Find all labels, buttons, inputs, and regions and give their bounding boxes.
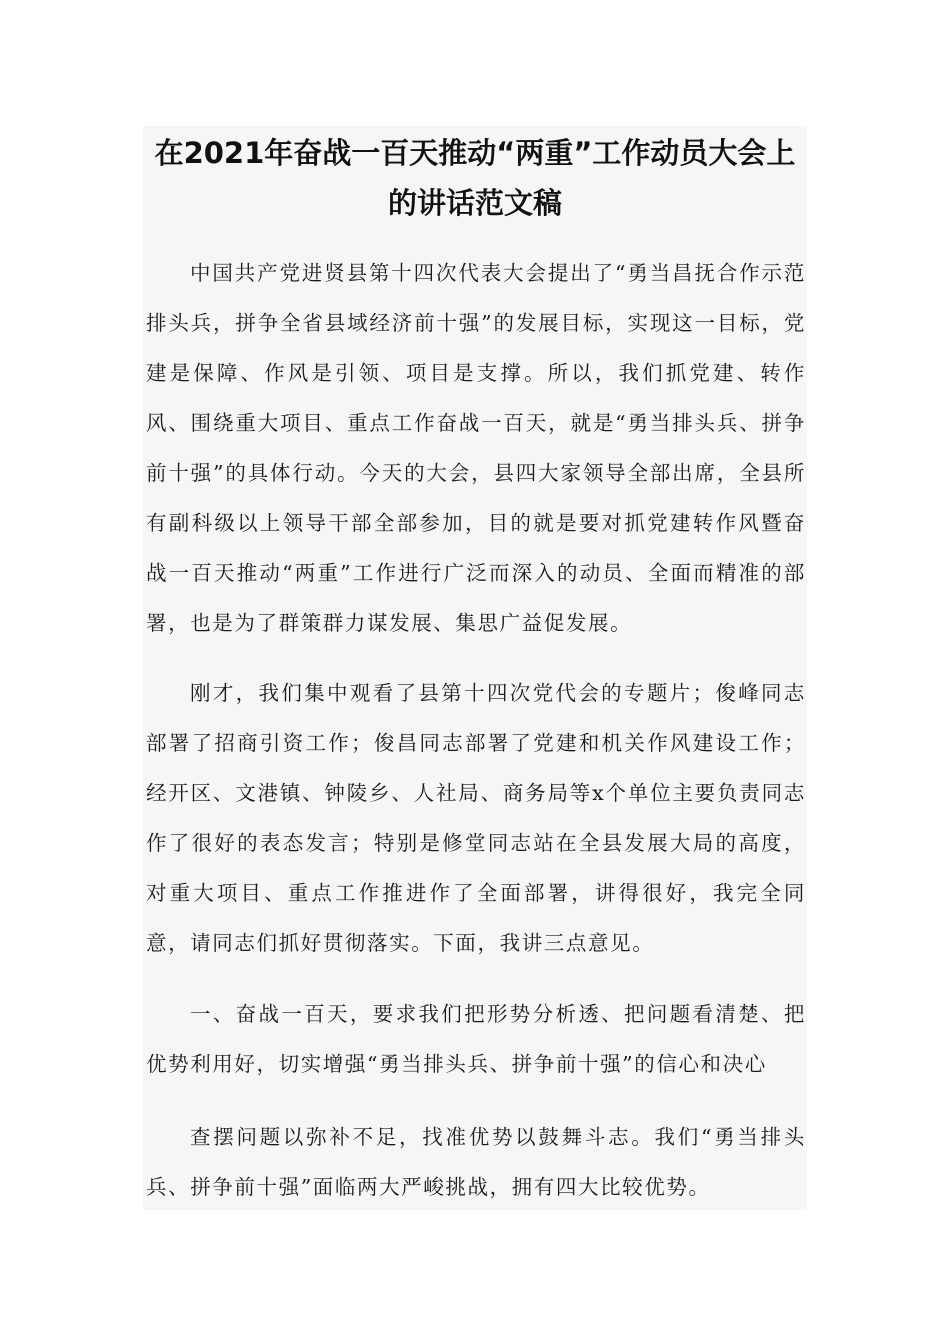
paragraph-intro: 中国共产党进贤县第十四次代表大会提出了“勇当昌抚合作示范排头兵，拼争全省县域经济前十强”的发展目标，实现这一目标，党建是保障、作风是引领、项目是支撑。所以，我们抓党建、转作风、围绕重大项目、重点工作奋战一百天，就是“勇当排头兵、拼争前十强”的具体行动。今天的大会，县四大家领导全部出席，全县所有副科级以上领导干部全部参加，目的就是要对抓党建转作风暨奋战一百天推动“两重”工作进行广泛而深入的动员、全面而精准的部署，也是为了群策群力谋发展、集思广益促发展。 <box>146 261 806 635</box>
paragraph-review: 刚才，我们集中观看了县第十四次党代会的专题片；俊峰同志部署了招商引资工作；俊昌同志部署了党建和机关作风建设工作；经开区、文港镇、钟陵乡、人社局、商务局等x个单位主要负责同志作了很好的表态发言；特别是修堂同志站在全县发展大局的高度，对重大项目、重点工作推进作了全面部署，讲得很好，我完全同意，请同志们抓好贯彻落实。下面，我讲三点意见。 <box>146 681 806 955</box>
section-heading-one: 一、奋战一百天，要求我们把形势分析透、把问题看清楚、把优势利用好，切实增强“勇当排头兵、拼争前十强”的信心和决心 <box>146 1002 806 1076</box>
paragraph-challenges: 查摆问题以弥补不足，找准优势以鼓舞斗志。我们“勇当排头兵、拼争前十强”面临两大严峻挑战，拥有四大比较优势。 <box>146 1125 806 1199</box>
document-title: 在2021年奋战一百天推动“两重”工作动员大会上的讲话范文稿 <box>154 136 796 220</box>
